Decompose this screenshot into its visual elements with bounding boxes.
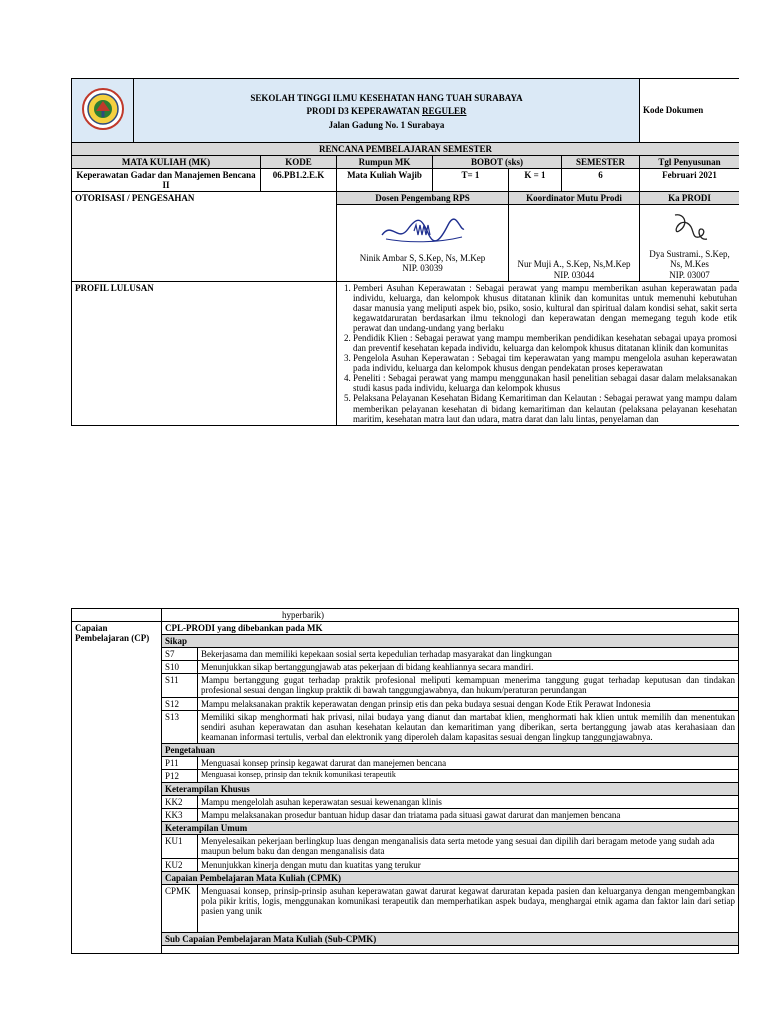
program-name: [137, 105, 636, 119]
semester-value: 6: [562, 169, 640, 192]
pengetahuan-code: P12: [162, 770, 198, 783]
umum-code: KU1: [162, 835, 198, 858]
sikap-header: Sikap: [162, 635, 739, 648]
khusus-code: KK2: [162, 796, 198, 809]
head-nip: NIP. 03007: [669, 269, 710, 280]
weight-clinic: K = 1: [509, 169, 562, 192]
pengetahuan-text: Menguasai konsep prinsip kegawat darurat dan manejemen bencana: [198, 756, 739, 769]
cp-label: Capaian Pembelajaran (CP): [72, 622, 162, 954]
developer-name: Ninik Ambar S, S.Kep, Ns, M.Kep: [359, 253, 486, 264]
profile-list: [339, 283, 737, 424]
col-cluster: Rumpun MK: [337, 156, 433, 169]
sikap-code: S7: [162, 648, 198, 661]
course-cluster: Mata Kuliah Wajib: [337, 169, 433, 192]
sikap-text: Bekerjasama dan memiliki kepekaan sosial serta kepedulian terhadap masyarakat dan lingkungan: [198, 648, 739, 661]
head-signature: [665, 209, 715, 245]
cpl-header: CPL-PRODI yang dibebankan pada MK: [162, 622, 739, 635]
khusus-text: Mampu mengelolah asuhan keperawatan sesuai kewenangan klinis: [198, 796, 739, 809]
profile-item: 2. Pendidik Klien : Sebagai perawat yang mampu memberikan pendidikan kesehatan sebagai upaya promosi dan preventif kesehatan kepada individu, keluarga dan kelompok khusus ditatanan klinik dan komunitas: [353, 333, 737, 353]
quality-nip: NIP. 03044: [553, 269, 595, 280]
col-course: MATA KULIAH (MK): [72, 156, 261, 169]
head-label: Ka PRODI: [640, 192, 739, 205]
doc-code-label: Kode Dokumen: [640, 79, 739, 143]
course-name: Keperawatan Gadar dan Manajemen Bencana II: [72, 169, 261, 192]
rps-header-table: [71, 78, 739, 426]
learning-outcomes-section: [71, 608, 739, 1018]
pengetahuan-header: Pengetahuan: [162, 743, 739, 756]
col-code: KODE: [261, 156, 337, 169]
col-date: Tgl Penyusunan: [640, 156, 739, 169]
institution-name: SEKOLAH TINGGI ILMU KESEHATAN HANG TUAH SURABAYA: [250, 92, 523, 103]
umum-header: Keterampilan Umum: [162, 822, 739, 835]
head-signature-cell: [640, 205, 739, 281]
date-value: Februari 2021: [640, 169, 739, 192]
profile-item: 4. Peneliti : Sebagai perawat yang mampu menggunakan hasil penelitian sebagai dasar dalam melaksanakan studi kasus pada individu, keluarga dan kelompok khusus: [353, 373, 737, 393]
quality-signature-cell: [509, 205, 640, 281]
khusus-text: Mampu melaksanakan prosedur bantuan hidup dasar dan triatama pada situasi gawat darurat dan manjemen bencana: [198, 809, 739, 822]
sikap-code: S10: [162, 661, 198, 674]
quality-label: Koordinator Mutu Prodi: [509, 192, 640, 205]
umum-text: Menunjukkan kinerja dengan mutu dan kuatitas yang terukur: [198, 858, 739, 871]
sikap-text: Mampu melaksanakan praktik keperawatan dengan prinsip etis dan peka budaya sesuai dengan Kode Etik Perawat Indonesia: [198, 697, 739, 710]
weight-theory: T= 1: [433, 169, 509, 192]
developer-nip: NIP. 03039: [402, 263, 443, 274]
developer-label: Dosen Pengembang RPS: [337, 192, 509, 205]
sikap-text: Menunjukkan sikap bertanggungjawab atas pekerjaan di bidang keahliannya secara mandiri.: [198, 661, 739, 674]
sikap-code: S12: [162, 697, 198, 710]
continuation-text: hyperbarik): [162, 609, 739, 622]
sikap-text: Memiliki sikap menghormati hak privasi, nilai budaya yang dianut dan martabat klien, menghormati hak klien untuk memilih dan menentukan sendiri asuhan keperawatan dan asuhan kesehatan kelautan dan kemaritiman yang diberikan, serta bertanggung jawab atas kerahasiaan dan keamanan informasi tertulis, verbal dan elektronik yang diperoleh dalam kapasitas sesuai dengan lingkup tanggungjawabnya.: [198, 710, 739, 743]
khusus-code: KK3: [162, 809, 198, 822]
program-regular: REGULER: [421, 106, 467, 117]
pengetahuan-text: Menguasai konsep, prinsip dan teknik komunikasi terapeutik: [198, 770, 739, 783]
institution-header: [134, 79, 640, 143]
sikap-code: S13: [162, 710, 198, 743]
profile-item: 1. Pemberi Asuhan Keperawatan : Sebagai perawat yang mampu memberikan asuhan keperawatan pada individu, keluarga, dan kelompok khusus ditatanan klinik dan komunitas untuk memenuhi kebutuhan dasar manusia yang meliputi aspek bio, psiko, sosio, kultural dan spiritual dalam kondisi sehat, sakit serta kegawatdaruratan berdasarkan ilmu teknologi dan keperawatan dengan memegang teguh kode etik perawat dan undang-undang yang berlaku: [353, 283, 737, 333]
col-semester: SEMESTER: [562, 156, 640, 169]
developer-signature-cell: [337, 205, 509, 281]
developer-signature: [378, 213, 468, 247]
blank-cell: [72, 609, 162, 622]
cpmk-header: Capaian Pembelajaran Mata Kuliah (CPMK): [162, 871, 739, 884]
program-prefix: PRODI D3 KEPERAWATAN: [306, 106, 422, 117]
pengetahuan-code: P11: [162, 756, 198, 769]
learning-outcomes-table: [71, 608, 739, 954]
umum-text: Menyelesaikan pekerjaan berlingkup luas dengan menganalisis data serta metode yang sesuai dan dipilih dari beragam metode yang sudah ada maupun belum baku dan dengan menganalisis data: [198, 835, 739, 858]
khusus-header: Keterampilan Khusus: [162, 783, 739, 796]
cpmk-text: Menguasai konsep, prinsip-prinsip asuhan keperawatan gawat darurat kegawat daruratan kepada pasien dan keluarganya dengan mengembangkan pola pikir kritis, logis, menggunakan komunikasi terapeutik dan memperhatikan aspek budaya, menghargai etnik agama dan faktor lain dari setiap pasien yang unik: [198, 884, 739, 932]
cpmk-code: CPMK: [162, 884, 198, 932]
rps-header-section: [71, 78, 739, 467]
institution-address: Jalan Gadung No. 1 Surabaya: [328, 119, 445, 130]
sikap-text: Mampu bertanggung gugat terhadap praktik profesional meliputi kemampuan menerima tanggung gugat terhadap keputusan dan tindakan profesional sesuai dengan lingkup praktik di bawah tanggungjawabnya, dan hukum/peraturan perundangan: [198, 674, 739, 697]
quality-name: Nur Muji A., S.Kep, Ns,M.Kep: [517, 259, 631, 270]
course-code: 06.PB1.2.E.K: [261, 169, 337, 192]
profile-label: PROFIL LULUSAN: [72, 281, 337, 425]
profile-content: [337, 281, 740, 425]
profile-item: 5. Pelaksana Pelayanan Kesehatan Bidang Kemaritiman dan Kelautan : Sebagai perawat yang mampu dalam memberikan pelayanan kesehatan di bidang kemaritiman dan kelautan (pelaksana pelayanan kesehatan maritim, kesehatan matra laut dan udara, matra darat dan lalu lintas, penyelaman dan: [353, 393, 737, 423]
profile-item: 3. Pengelola Asuhan Keperawatan : Sebagai tim keperawatan yang mampu mengelola asuhan keperawatan pada individu, keluarga dan kelompok khusus dengan pendekatan proses keperawatan: [353, 353, 737, 373]
head-name: Dya Sustrami., S.Kep, Ns, M.Kes: [649, 249, 730, 270]
col-weight: BOBOT (sks): [433, 156, 562, 169]
logo-cell: [72, 79, 134, 143]
rps-title: RENCANA PEMBELAJARAN SEMESTER: [72, 143, 740, 156]
sub-cpmk-body: [162, 945, 739, 953]
institution-seal-logo: [81, 87, 125, 131]
authorization-label: OTORISASI / PENGESAHAN: [72, 192, 337, 281]
sikap-code: S11: [162, 674, 198, 697]
umum-code: KU2: [162, 858, 198, 871]
sub-cpmk-header: Sub Capaian Pembelajaran Mata Kuliah (Sub-CPMK): [162, 932, 739, 945]
